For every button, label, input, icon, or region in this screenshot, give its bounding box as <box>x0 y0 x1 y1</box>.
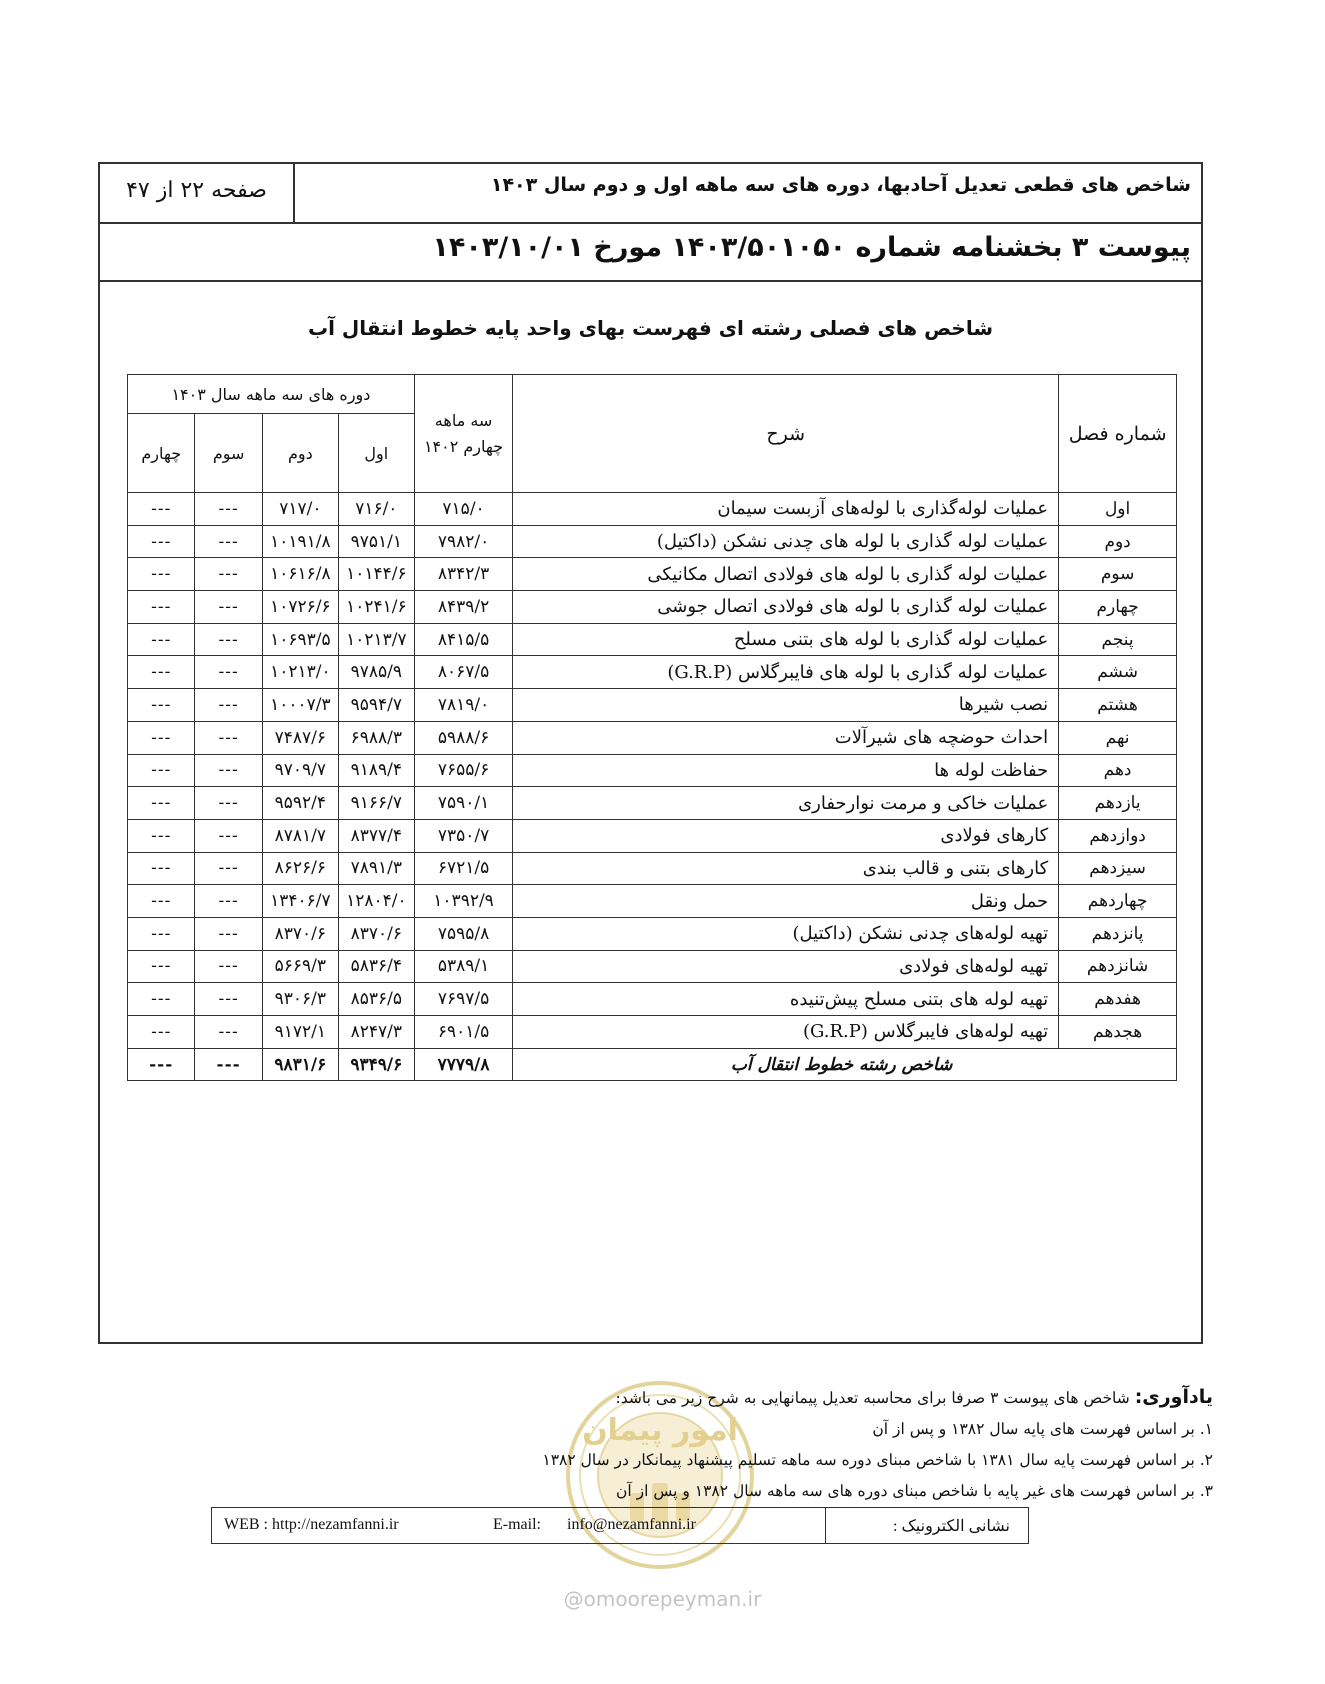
cell-description: تهیه لوله های بتنی مسلح پیش‌تنیده <box>513 983 1059 1016</box>
cell-q4: --- <box>128 525 195 558</box>
cell-q3: --- <box>195 950 262 983</box>
table-row <box>128 950 1177 983</box>
cell-q3: --- <box>195 721 262 754</box>
table-total-row <box>128 1048 1177 1081</box>
cell-q2: ۹۱۷۲/۱ <box>262 1016 338 1049</box>
cell-q4-1402: ۵۳۸۹/۱ <box>414 950 512 983</box>
cell-q4-1402: ۷۶۵۵/۶ <box>414 754 512 787</box>
cell-chapter: پانزدهم <box>1059 917 1177 950</box>
table-title: شاخص های فصلی رشته ای فهرست بهای واحد پایه خطوط انتقال آب <box>307 316 994 340</box>
notes-section <box>542 1382 1213 1507</box>
cell-q3: --- <box>195 1016 262 1049</box>
q4-1402-header <box>414 375 512 493</box>
notes-item: ۳. بر اساس فهرست های غیر پایه با شاخص مبنای دوره های سه ماهه سال ۱۳۸۲ و پس از آن <box>616 1482 1213 1500</box>
cell-q4-1402: ۵۹۸۸/۶ <box>414 721 512 754</box>
table-row <box>128 525 1177 558</box>
total-q2: ۹۸۳۱/۶ <box>262 1048 338 1081</box>
cell-q1: ۹۱۶۶/۷ <box>338 787 414 820</box>
footer-contact-box <box>211 1507 1029 1544</box>
q4-1402-header-label: سه ماهه چهارم ۱۴۰۲ <box>423 410 504 456</box>
cell-chapter: ششم <box>1059 656 1177 689</box>
cell-q1: ۹۷۵۱/۱ <box>338 525 414 558</box>
cell-q1: ۶۹۸۸/۳ <box>338 721 414 754</box>
cell-q4-1402: ۷۵۹۰/۱ <box>414 787 512 820</box>
document-title-row <box>100 224 1201 282</box>
description-header: شرح <box>513 375 1059 493</box>
cell-chapter: نهم <box>1059 721 1177 754</box>
watermark-logo-text: امور پیمان <box>582 1413 738 1448</box>
cell-q4: --- <box>128 950 195 983</box>
total-q4-1402: ۷۷۷۹/۸ <box>414 1048 512 1081</box>
cell-q4: --- <box>128 983 195 1016</box>
total-q4: --- <box>128 1048 195 1081</box>
cell-q4: --- <box>128 721 195 754</box>
cell-q3: --- <box>195 917 262 950</box>
index-table <box>127 374 1177 1081</box>
page-frame <box>98 162 1203 1344</box>
chapter-header: شماره فصل <box>1059 375 1177 493</box>
notes-label: یادآوری: <box>1134 1386 1213 1408</box>
cell-q3: --- <box>195 525 262 558</box>
cell-chapter: پنجم <box>1059 623 1177 656</box>
cell-q3: --- <box>195 558 262 591</box>
cell-chapter: دوم <box>1059 525 1177 558</box>
cell-q4-1402: ۸۴۱۵/۵ <box>414 623 512 656</box>
cell-q3: --- <box>195 852 262 885</box>
table-row <box>128 591 1177 624</box>
cell-q1: ۹۵۹۴/۷ <box>338 689 414 722</box>
cell-q3: --- <box>195 591 262 624</box>
table-row <box>128 558 1177 591</box>
cell-q4-1402: ۶۷۲۱/۵ <box>414 852 512 885</box>
cell-q4: --- <box>128 1016 195 1049</box>
table-row <box>128 1016 1177 1049</box>
notes-intro-line <box>542 1382 1213 1414</box>
cell-q2: ۱۰۶۱۶/۸ <box>262 558 338 591</box>
cell-description: حفاظت لوله ها <box>513 754 1059 787</box>
cell-q4-1402: ۷۶۹۷/۵ <box>414 983 512 1016</box>
q1-header: اول <box>338 414 414 493</box>
cell-q4: --- <box>128 689 195 722</box>
footer-label-cell <box>825 1508 1028 1543</box>
cell-q4: --- <box>128 787 195 820</box>
notes-item: ۱. بر اساس فهرست های پایه سال ۱۳۸۲ و پس از آن <box>872 1420 1213 1438</box>
cell-q2: ۱۰۷۲۶/۶ <box>262 591 338 624</box>
cell-q1: ۹۱۸۹/۴ <box>338 754 414 787</box>
cell-description: نصب شیرها <box>513 689 1059 722</box>
notes-item: ۲. بر اساس فهرست پایه سال ۱۳۸۱ با شاخص مبنای دوره سه ماهه تسلیم پیشنهاد پیمانکار در سال ۱۳۸۲ <box>542 1451 1213 1469</box>
cell-q1: ۸۳۷۷/۴ <box>338 819 414 852</box>
cell-q1: ۸۵۳۶/۵ <box>338 983 414 1016</box>
cell-chapter: اول <box>1059 493 1177 526</box>
cell-description: عملیات لوله گذاری با لوله های چدنی نشکن (داکتیل) <box>513 525 1059 558</box>
cell-q2: ۱۰۲۱۳/۰ <box>262 656 338 689</box>
table-row <box>128 983 1177 1016</box>
cell-chapter: هجدهم <box>1059 1016 1177 1049</box>
cell-q4: --- <box>128 852 195 885</box>
cell-chapter: چهاردهم <box>1059 885 1177 918</box>
cell-chapter: هشتم <box>1059 689 1177 722</box>
cell-q3: --- <box>195 787 262 820</box>
table-row <box>128 885 1177 918</box>
cell-q4-1402: ۱۰۳۹۲/۹ <box>414 885 512 918</box>
q2-header: دوم <box>262 414 338 493</box>
table-row <box>128 819 1177 852</box>
footer-email-link[interactable]: info@nezamfanni.ir <box>567 1516 696 1533</box>
cell-description: احداث حوضچه های شیرآلات <box>513 721 1059 754</box>
cell-q1: ۹۷۸۵/۹ <box>338 656 414 689</box>
cell-q3: --- <box>195 983 262 1016</box>
total-description: شاخص رشته خطوط انتقال آب <box>513 1048 1177 1081</box>
cell-q4-1402: ۷۹۸۲/۰ <box>414 525 512 558</box>
cell-chapter: شانزدهم <box>1059 950 1177 983</box>
cell-chapter: چهارم <box>1059 591 1177 624</box>
cell-q4-1402: ۷۱۵/۰ <box>414 493 512 526</box>
cell-q4-1402: ۷۳۵۰/۷ <box>414 819 512 852</box>
cell-description: تهیه لوله‌های چدنی نشکن (داکتیل) <box>513 917 1059 950</box>
table-body <box>128 493 1177 1081</box>
cell-q2: ۱۰۶۹۳/۵ <box>262 623 338 656</box>
q4-header: چهارم <box>128 414 195 493</box>
cell-q3: --- <box>195 623 262 656</box>
table-row <box>128 689 1177 722</box>
table-row <box>128 721 1177 754</box>
cell-q3: --- <box>195 689 262 722</box>
table-row <box>128 623 1177 656</box>
cell-q3: --- <box>195 656 262 689</box>
cell-q4-1402: ۸۰۶۷/۵ <box>414 656 512 689</box>
cell-q4: --- <box>128 754 195 787</box>
header-row <box>100 164 1201 224</box>
cell-q1: ۷۱۶/۰ <box>338 493 414 526</box>
table-row <box>128 787 1177 820</box>
cell-q2: ۸۶۲۶/۶ <box>262 852 338 885</box>
cell-q3: --- <box>195 754 262 787</box>
table-row <box>128 917 1177 950</box>
table-row <box>128 493 1177 526</box>
cell-q2: ۹۷۰۹/۷ <box>262 754 338 787</box>
cell-chapter: یازدهم <box>1059 787 1177 820</box>
period-group-header: دوره های سه ماهه سال ۱۴۰۳ <box>128 375 415 414</box>
cell-q2: ۱۳۴۰۶/۷ <box>262 885 338 918</box>
cell-q1: ۸۳۷۰/۶ <box>338 917 414 950</box>
cell-q4: --- <box>128 558 195 591</box>
page-number-cell <box>100 164 295 222</box>
cell-q2: ۵۶۶۹/۳ <box>262 950 338 983</box>
cell-q2: ۷۱۷/۰ <box>262 493 338 526</box>
total-q1: ۹۳۴۹/۶ <box>338 1048 414 1081</box>
table-row <box>128 852 1177 885</box>
cell-q4: --- <box>128 591 195 624</box>
cell-q4-1402: ۸۳۴۲/۳ <box>414 558 512 591</box>
cell-description: عملیات لوله‌گذاری با لوله‌های آزبست سیمان <box>513 493 1059 526</box>
cell-q4: --- <box>128 819 195 852</box>
cell-q1: ۱۰۱۴۴/۶ <box>338 558 414 591</box>
cell-description: تهیه لوله‌های فولادی <box>513 950 1059 983</box>
cell-q3: --- <box>195 493 262 526</box>
cell-q4-1402: ۶۹۰۱/۵ <box>414 1016 512 1049</box>
cell-q2: ۸۷۸۱/۷ <box>262 819 338 852</box>
cell-q1: ۸۲۴۷/۳ <box>338 1016 414 1049</box>
cell-q2: ۱۰۰۰۷/۳ <box>262 689 338 722</box>
footer-web-link[interactable]: WEB : http://nezamfanni.ir <box>224 1516 399 1533</box>
cell-q1: ۱۰۲۱۳/۷ <box>338 623 414 656</box>
cell-chapter: سیزدهم <box>1059 852 1177 885</box>
header-title: شاخص های قطعی تعدیل آحادبها، دوره های سه ماهه اول و دوم سال ۱۴۰۳ <box>490 174 1191 196</box>
cell-description: عملیات لوله گذاری با لوله های فولادی اتصال جوشی <box>513 591 1059 624</box>
cell-q2: ۹۵۹۲/۴ <box>262 787 338 820</box>
notes-intro: شاخص های پیوست ۳ صرفا برای محاسبه تعدیل پیمانهایی به شرح زیر می باشد: <box>615 1389 1130 1407</box>
q3-header: سوم <box>195 414 262 493</box>
cell-q4-1402: ۷۸۱۹/۰ <box>414 689 512 722</box>
cell-description: تهیه لوله‌های فایبرگلاس (G.R.P) <box>513 1016 1059 1049</box>
cell-q1: ۷۸۹۱/۳ <box>338 852 414 885</box>
footer-email-label: E-mail: <box>493 1516 541 1533</box>
table-row <box>128 754 1177 787</box>
cell-q1: ۱۲۸۰۴/۰ <box>338 885 414 918</box>
table-header-row <box>128 375 1177 414</box>
cell-q1: ۵۸۳۶/۴ <box>338 950 414 983</box>
cell-description: عملیات لوله گذاری با لوله های فولادی اتصال مکانیکی <box>513 558 1059 591</box>
cell-q4: --- <box>128 623 195 656</box>
footer-address-label: نشانی الکترونیک : <box>893 1518 1010 1535</box>
cell-q3: --- <box>195 819 262 852</box>
cell-chapter: دوازدهم <box>1059 819 1177 852</box>
cell-q3: --- <box>195 885 262 918</box>
document-title: پیوست ۳ بخشنامه شماره ۱۴۰۳/۵۰۱۰۵۰ مورخ ۱۴۰۳/۱۰/۰۱ <box>432 232 1191 263</box>
cell-description: حمل ونقل <box>513 885 1059 918</box>
total-q3: --- <box>195 1048 262 1081</box>
cell-chapter: دهم <box>1059 754 1177 787</box>
cell-q4: --- <box>128 885 195 918</box>
cell-chapter: هفدهم <box>1059 983 1177 1016</box>
cell-q4: --- <box>128 656 195 689</box>
cell-q2: ۱۰۱۹۱/۸ <box>262 525 338 558</box>
cell-q4-1402: ۸۴۳۹/۲ <box>414 591 512 624</box>
cell-description: عملیات خاکی و مرمت نوارحفاری <box>513 787 1059 820</box>
cell-description: کارهای بتنی و قالب بندی <box>513 852 1059 885</box>
cell-q4: --- <box>128 493 195 526</box>
cell-description: کارهای فولادی <box>513 819 1059 852</box>
cell-chapter: سوم <box>1059 558 1177 591</box>
watermark-caption: @omoorepeyman.ir <box>563 1587 762 1611</box>
cell-q2: ۹۳۰۶/۳ <box>262 983 338 1016</box>
cell-q1: ۱۰۲۴۱/۶ <box>338 591 414 624</box>
cell-q2: ۸۳۷۰/۶ <box>262 917 338 950</box>
cell-q2: ۷۴۸۷/۶ <box>262 721 338 754</box>
cell-q4: --- <box>128 917 195 950</box>
cell-description: عملیات لوله گذاری با لوله های فایبرگلاس (G.R.P) <box>513 656 1059 689</box>
table-row <box>128 656 1177 689</box>
cell-q4-1402: ۷۵۹۵/۸ <box>414 917 512 950</box>
cell-description: عملیات لوله گذاری با لوله های بتنی مسلح <box>513 623 1059 656</box>
page-number: صفحه ۲۲ از ۴۷ <box>126 178 267 203</box>
